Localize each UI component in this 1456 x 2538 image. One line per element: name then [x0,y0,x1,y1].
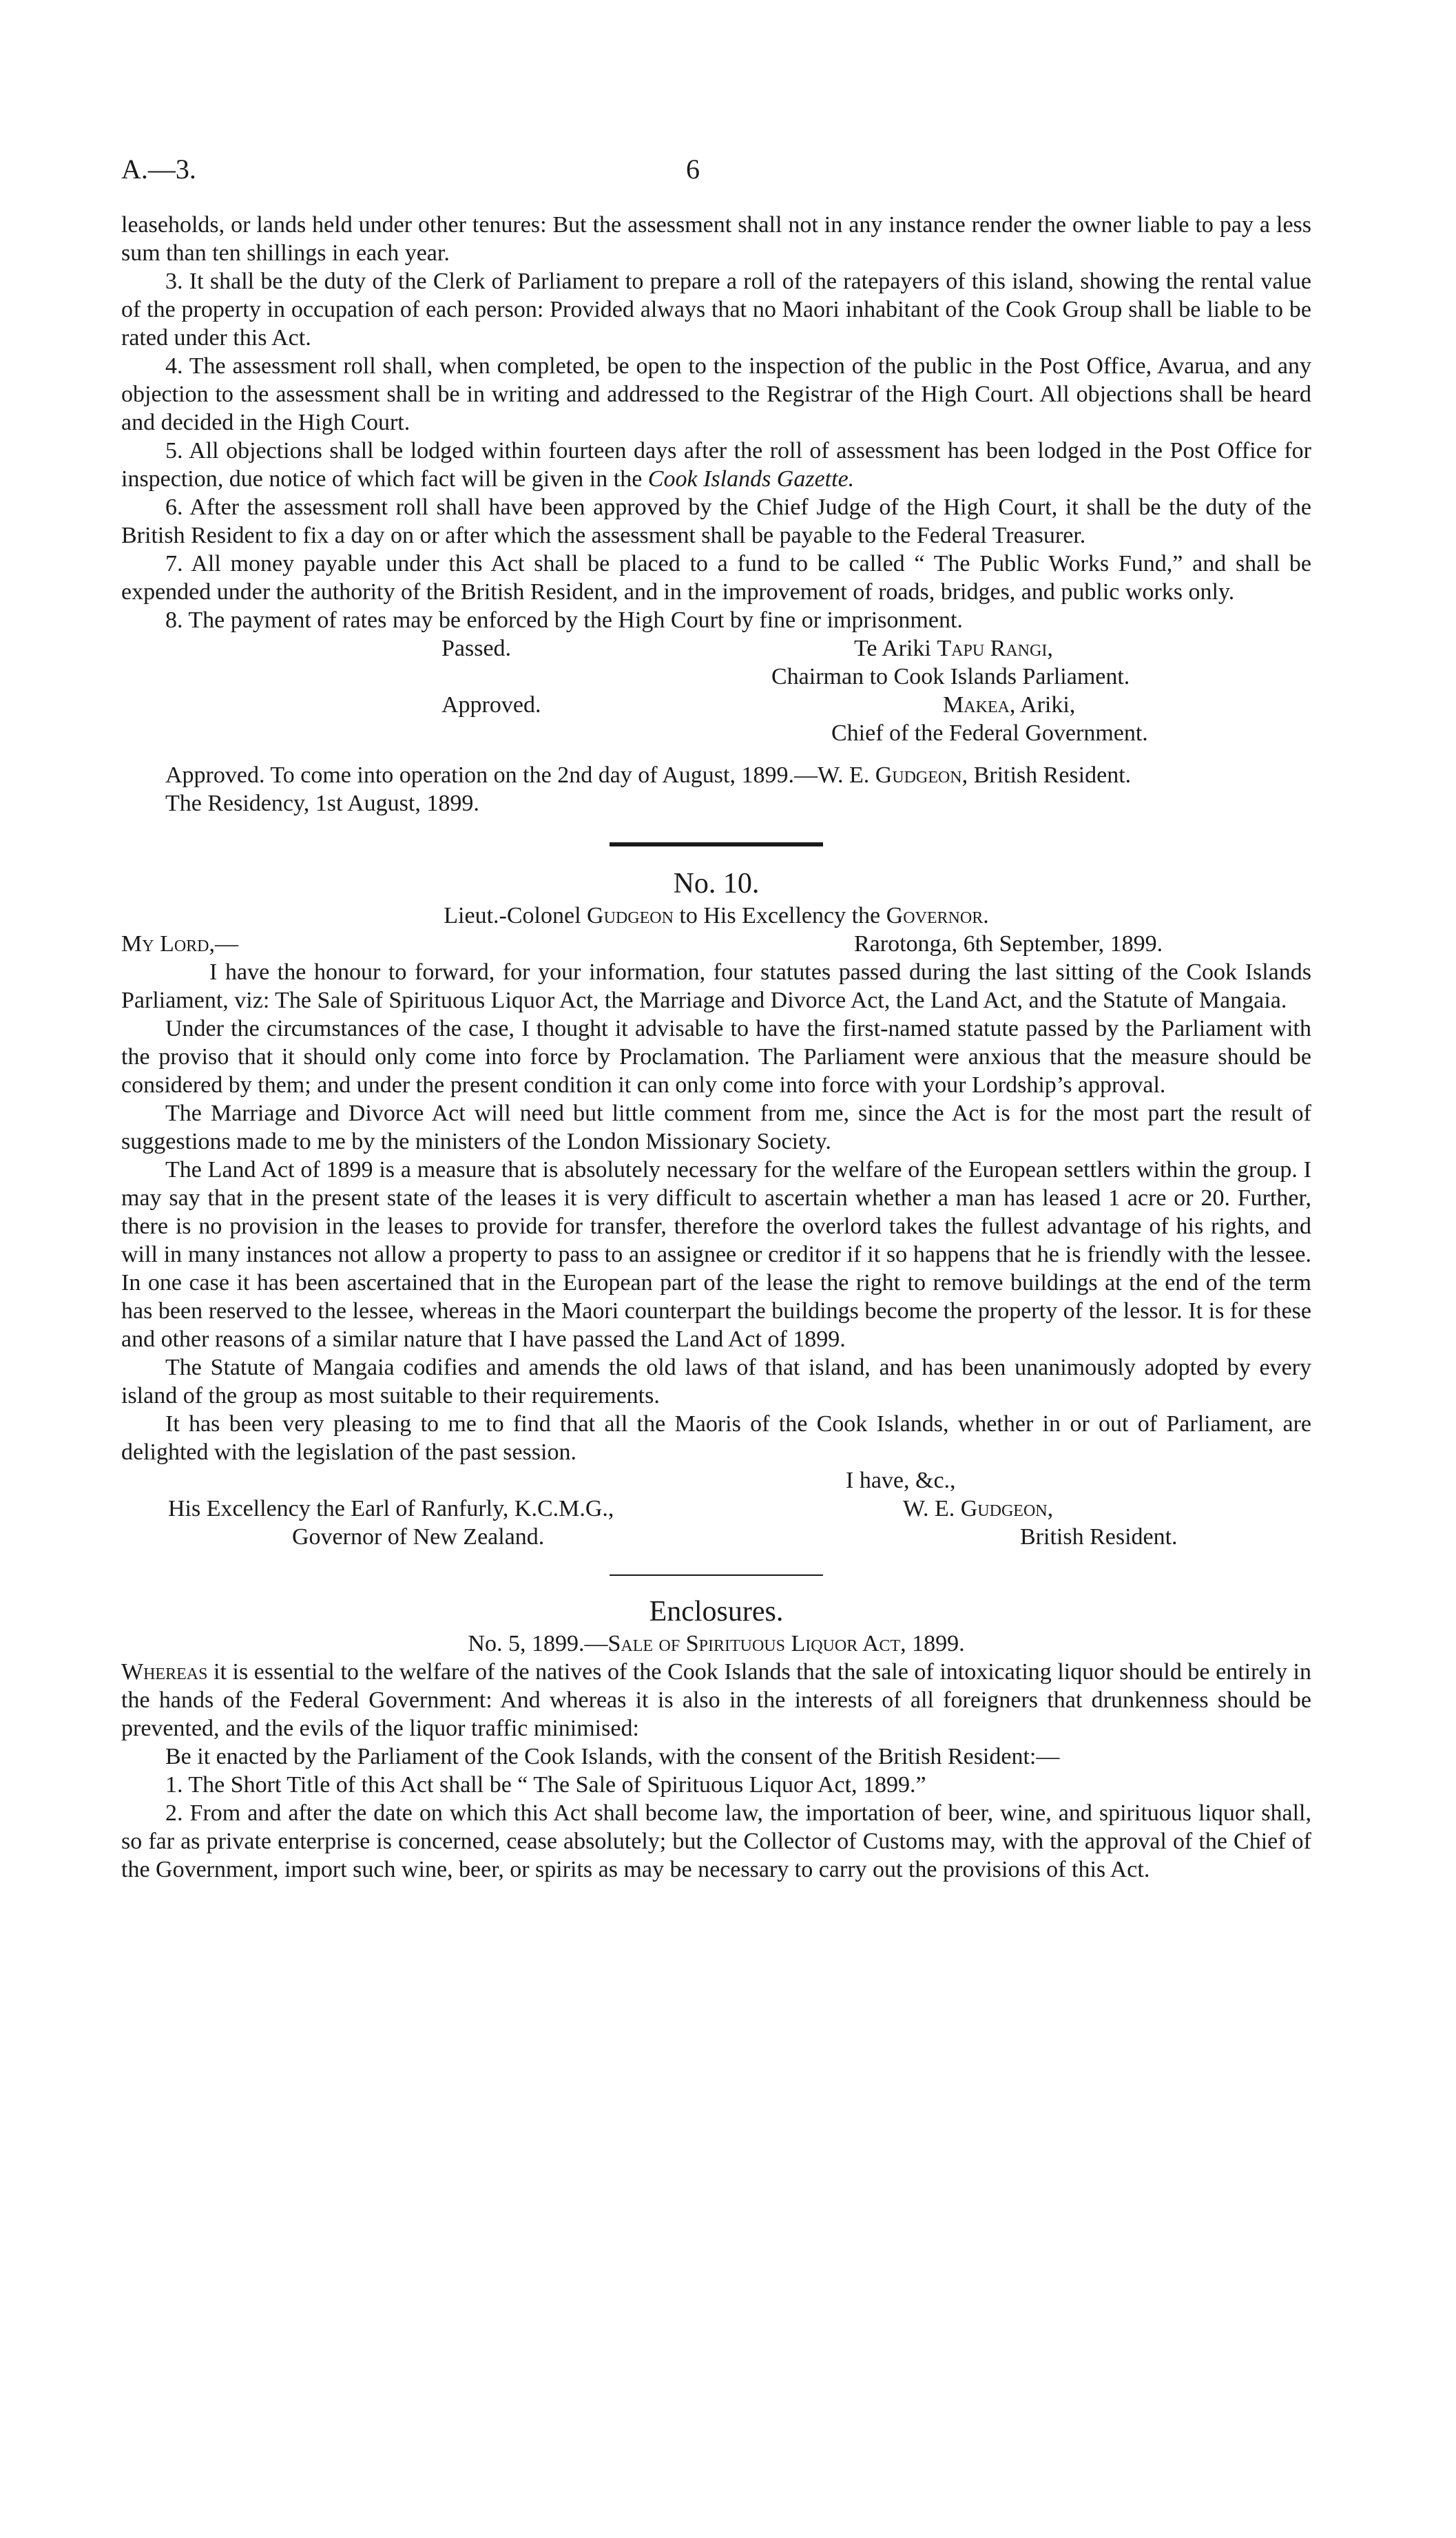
signatory-2-suffix: Ariki, [1015,692,1076,718]
subheading-title: Governor. [886,903,989,928]
addressee-row-1 [121,1495,1311,1523]
clause-5-text: 5. All objections shall be lodged within fourteen days after the roll of assessment has been lodged in the Post Office for inspection, due notice of which fact will be given in the [121,438,1311,492]
spacer [121,747,1311,761]
place-date: Rarotonga, 6th September, 1899. [854,931,1163,957]
addressee-row-2 [121,1523,1311,1551]
signatory-2-title: Chief of the Federal Government. [831,720,1148,746]
act-number: No. 5, 1899.— [468,1631,608,1656]
paragraph-clause-8: 8. The payment of rates may be enforced by the High Court by fine or imprisonment. [165,607,963,633]
signatory-2-name [943,691,1075,719]
enactment-paragraph: Be it enacted by the Parliament of the Cook Islands, with the consent of the British Resident:— [165,1744,1060,1769]
signatory-1-name [854,634,1053,663]
page-header [121,153,1304,194]
paragraph-clause-6: 6. After the assessment roll shall have been approved by the Chief Judge of the High Court, it shall be the duty of the British Resident to fix a day on or after which the assessment shall be payable to the Federal Treasurer. [121,495,1311,548]
signatory-surname: Gudgeon, [960,1496,1054,1521]
salutation: My Lord,— [121,931,239,957]
paragraph-clause-7: 7. All money payable under this Act shall be placed to a fund to be called “ The Public Works Fund,” and shall be expended under the authority of the British Resident, and in the improvement of roads, bridges, and public works only. [121,551,1311,605]
residency-date: The Residency, 1st August, 1899. [165,791,479,816]
signatory-1-prefix: Te Ariki [854,636,937,661]
letter-signatory [903,1495,1053,1523]
whereas-word: Whereas [121,1659,208,1685]
act-clause-1: 1. The Short Title of this Act shall be “ The Sale of Spirituous Liquor Act, 1899.” [165,1772,926,1798]
signature-row-3 [121,691,1311,719]
signatory-1-title: Chairman to Cook Islands Parliament. [771,664,1130,689]
document-body [121,211,1311,1884]
act-clause-2: 2. From and after the date on which this Act shall become law, the importation of beer, wine, and spirituous liquor shall, so far as private enterprise is concerned, cease absolutely; but the Collector of Customs may, with the approval of the Chief of the Government, import such wine, beer, or spirits as may be necessary to carry out the provisions of this Act. [121,1800,1311,1882]
letter-paragraph-5: The Statute of Mangaia codifies and amends the old laws of that island, and has been unanimously adopted by every island of the group as most suitable to their requirements. [121,1355,1311,1408]
signatory-2-surname: Makea, [943,692,1016,718]
approved-label: Approved. [441,692,541,718]
approval-tail: British Resident. [968,762,1132,788]
salutation-row [121,930,1311,958]
paragraph-clause-5 [121,437,1311,493]
letter-paragraph-6: It has been very pleasing to me to find that all the Maoris of the Cook Islands, whether in or out of Parliament, are delighted with the legislation of the past session. [121,1411,1311,1465]
whereas-paragraph [121,1658,1311,1743]
letter-subheading [121,902,1311,930]
approval-paragraph [121,761,1311,789]
act-year: 1899. [906,1631,965,1656]
enclosures-subheading [121,1630,1311,1658]
gazette-name: Cook Islands Gazette. [647,466,855,492]
addressee-line-1: His Excellency the Earl of Ranfurly, K.C.M.G., [168,1496,614,1521]
letter-paragraph-1: I have the honour to forward, for your information, four statutes passed during the last sitting of the Cook Islands Parliament, viz: The Sale of Spirituous Liquor Act, the Marriage and Divorce Act, the Land Act, and the Statute of Mangaia. [121,959,1311,1013]
approval-signatory: Gudgeon, [875,762,968,788]
letter-paragraph-3: The Marriage and Divorce Act will need but little comment from me, since the Act is for the most part the result of suggestions made to me by the ministers of the London Missionary Society. [121,1101,1311,1154]
approval-text: Approved. To come into operation on the 2nd day of August, 1899.—W. E. [165,762,875,788]
signature-row-2 [121,663,1311,691]
paragraph-clause-4: 4. The assessment roll shall, when completed, be open to the inspection of the public in the Post Office, Avarua, and any objection to the assessment shall be in writing and addressed to the Registrar of the High Court. All objections shall be heard and decided in the High Court. [121,353,1311,435]
letter-paragraph-2: Under the circumstances of the case, I thought it advisable to have the first-named statute passed by the Parliament with the proviso that it should only come into force by Proclamation. The Parliament were anxious that the measure should be considered by them; and under the present condition it can only come into force with your Lordship’s approval. [121,1016,1311,1098]
page-number: 6 [686,154,700,185]
signature-row-4 [121,719,1311,747]
addressee-line-2: Governor of New Zealand. [292,1524,545,1550]
letter-paragraph-4: The Land Act of 1899 is a measure that is absolutely necessary for the welfare of the European settlers within the group. I may say that in the present state of the leases it is very difficult to ascertain whether a man has leased 1 acre or 20. Further, there is no provision in the leases to provide for transfer, therefore the overlord takes the fullest advantage of his rights, and will in many instances not allow a property to pass to an assignee or creditor if it so happens that he is friendly with the lessee. In one case it has been ascertained that in the European part of the lease the right to remove buildings at the end of the term has been reserved to the lessee, whereas in the Maori counterpart the buildings become the property of the lessor. It is for these and other reasons of a similar nature that I have passed the Land Act of 1899. [121,1157,1311,1352]
closing-row [121,1466,1311,1495]
section-divider-thin [610,1574,823,1576]
signature-row-1 [121,634,1311,663]
paragraph-continuation: leaseholds, or lands held under other tenures: But the assessment shall not in any instance render the owner liable to pay a less sum than ten shillings in each year. [121,212,1311,266]
passed-label: Passed. [441,636,512,661]
letter-heading: No. 10. [673,868,760,899]
subheading-prefix: Lieut.-Colonel [444,903,587,928]
signatory-1-surname: Tapu Rangi, [937,636,1053,661]
enclosures-heading: Enclosures. [649,1596,784,1627]
document-reference: A.—3. [121,154,196,185]
section-divider-thick [610,842,823,846]
signatory-title: British Resident. [1020,1524,1178,1550]
subheading-mid: to His Excellency the [673,903,886,928]
subheading-name: Gudgeon [587,903,674,928]
signatory-initials: W. E. [903,1496,961,1521]
paragraph-clause-3: 3. It shall be the duty of the Clerk of Parliament to prepare a roll of the ratepayers of this island, showing the rental value of the property in occupation of each person: Provided always that no Maori inhabitant of the Cook Group shall be liable to be rated under this Act. [121,269,1311,351]
closing: I have, &c., [846,1468,956,1493]
whereas-text: it is essential to the welfare of the natives of the Cook Islands that the sale of intoxicating liquor should be entirely in the hands of the Federal Government: And whereas it is also in the interests of all foreigners that drunkenness should be prevented, and the evils of the liquor traffic minimised: [121,1659,1311,1741]
act-title: Sale of Spirituous Liquor Act, [607,1631,906,1656]
